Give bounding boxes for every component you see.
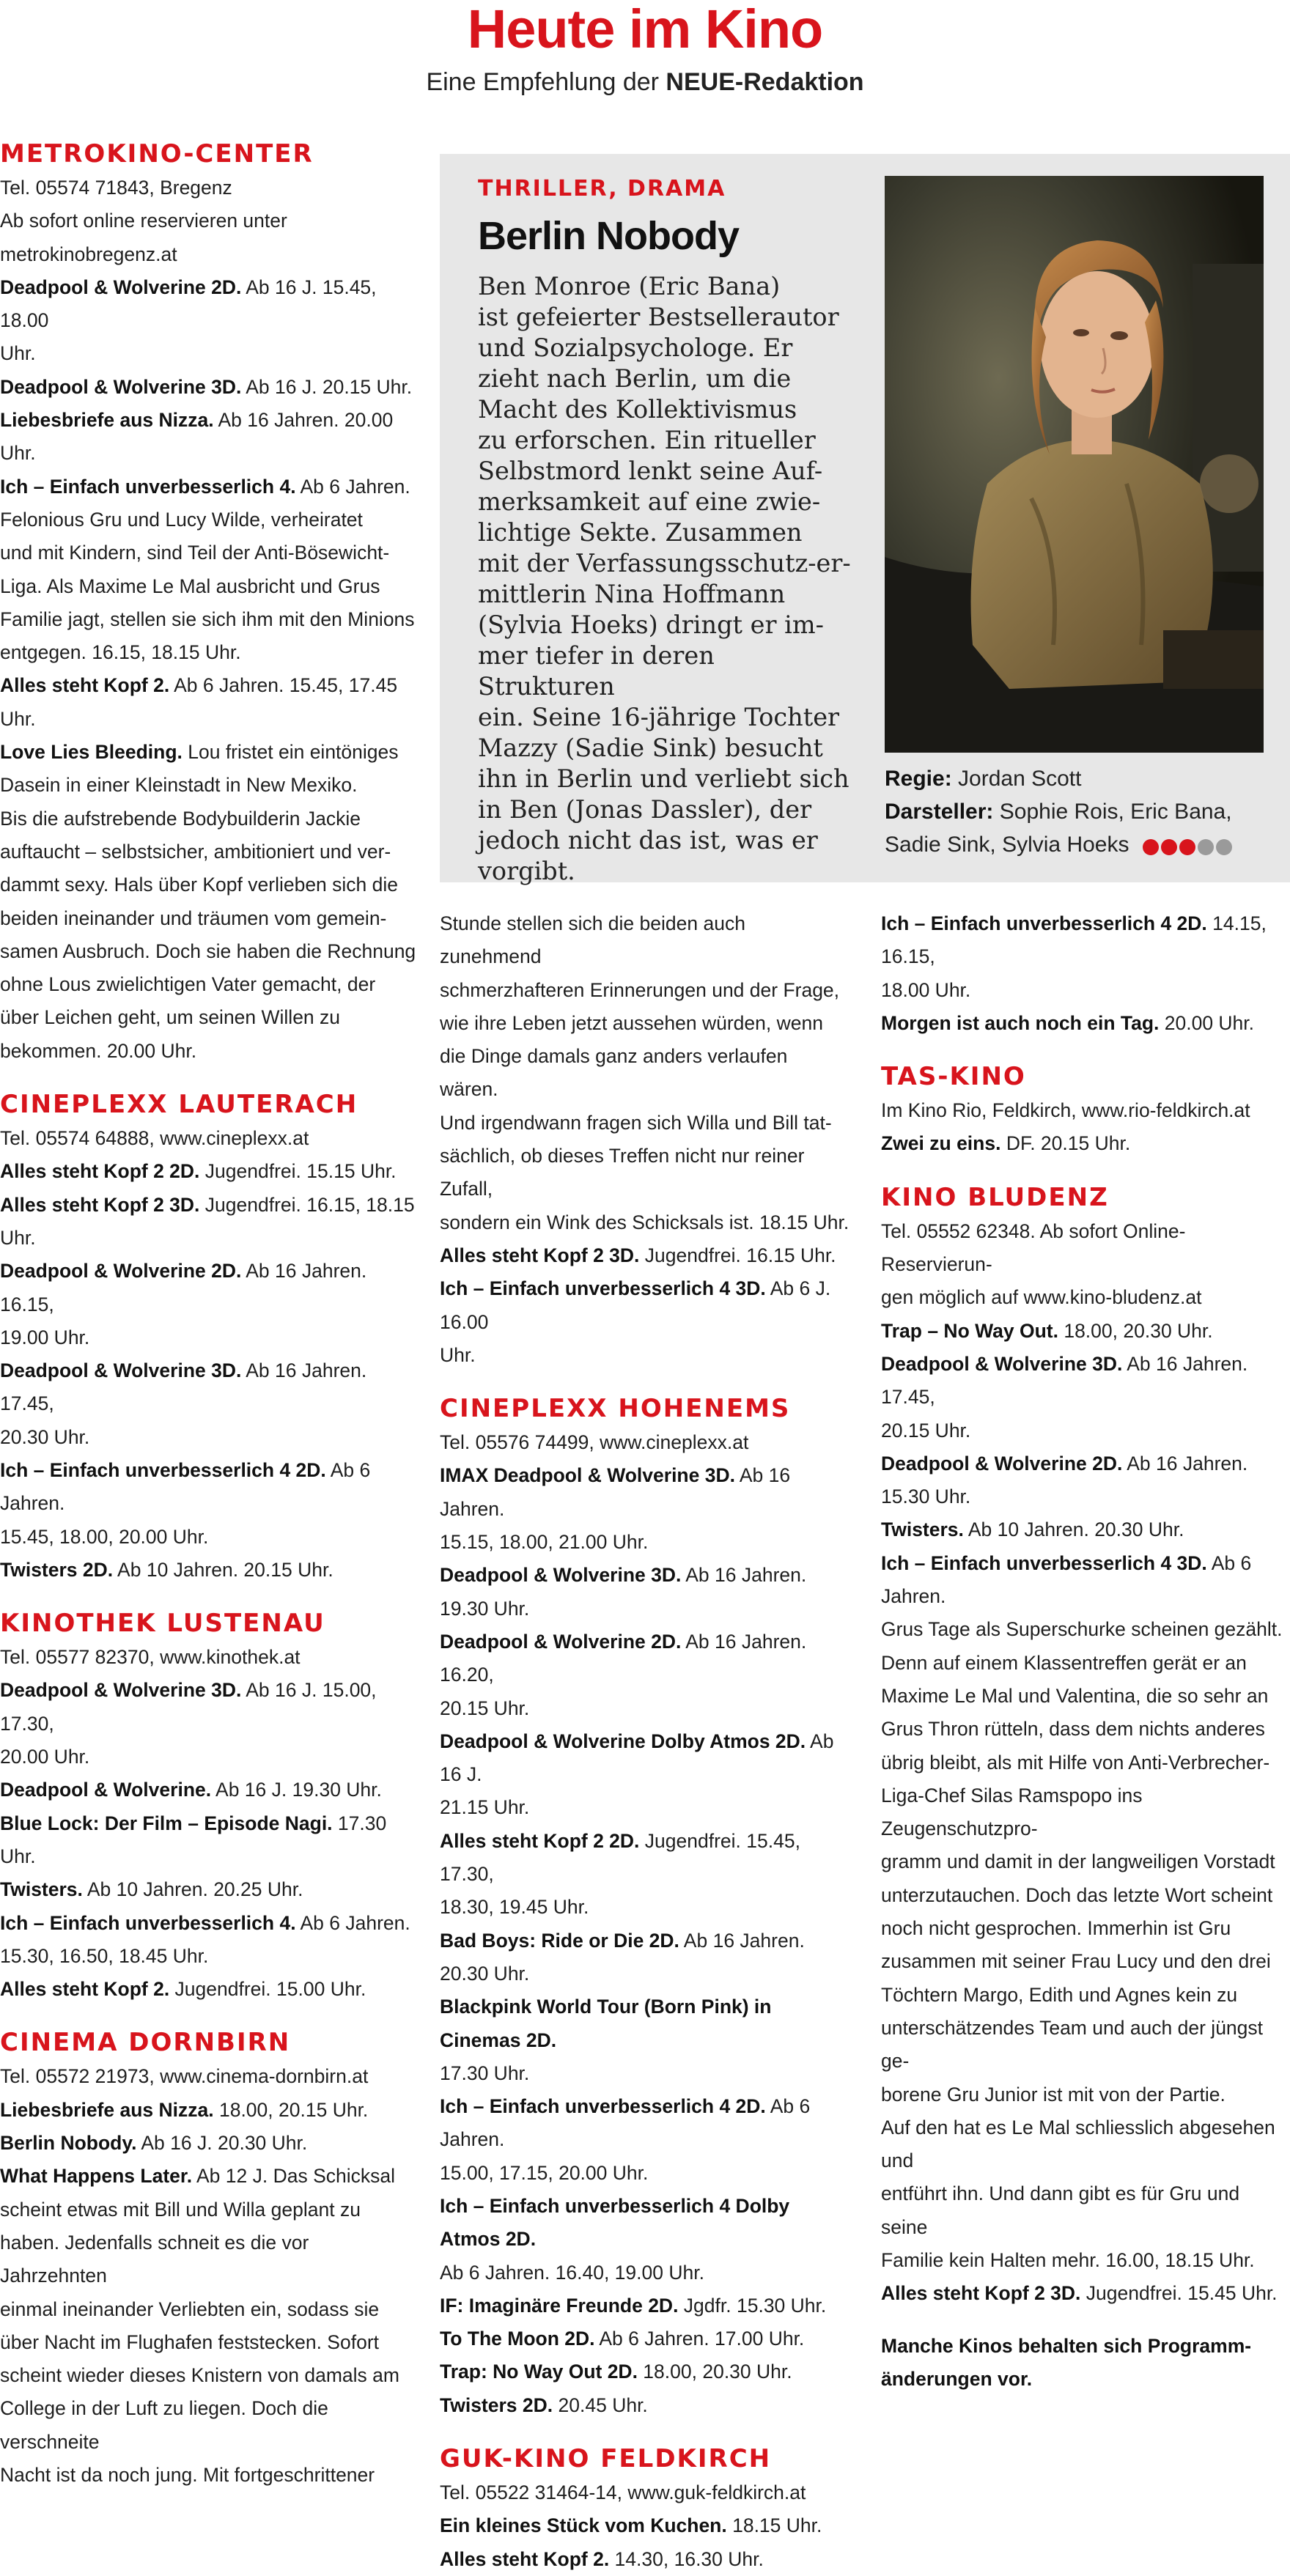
film-listing: Liebesbriefe aus Nizza. Ab 16 Jahren. 20.00 Uhr. [0, 409, 394, 465]
film-listing: Ich – Einfach unverbesserlich 4 2D. 14.15, 16.15, [881, 912, 1267, 968]
cinema-hohenems [440, 1392, 850, 2422]
film-title: Ein kleines Stück vom Kuchen. [440, 2514, 727, 2537]
cinema-name: KINOTHEK LUSTENAU [0, 1609, 325, 1639]
film-listing: Ich – Einfach unverbesserlich 4. Ab 6 Jahren. [0, 1911, 410, 1934]
cinema-name: GUK-KINO FELDKIRCH [440, 2444, 772, 2474]
film-listing: Twisters. Ab 10 Jahren. 20.25 Uhr. [0, 1878, 303, 1901]
rating-dot-filled [1143, 839, 1159, 855]
cinema-name: METROKINO-CENTER [0, 139, 314, 169]
feature-body-line: und Sozialpsychologe. Er [478, 333, 793, 362]
film-listing: Twisters 2D. Ab 10 Jahren. 20.15 Uhr. [0, 1558, 333, 1581]
feature-body [478, 271, 859, 887]
listing-text: Stunde stellen sich die beiden auch zunehmend [440, 912, 745, 968]
film-title: What Happens Later. [0, 2165, 193, 2188]
film-title: Berlin Nobody. [0, 2132, 137, 2155]
listing-text: Uhr. [0, 342, 36, 365]
film-listing: IMAX Deadpool & Wolverine 3D. Ab 16 Jahren. [440, 1464, 791, 1520]
film-listing: Alles steht Kopf 2. 14.30, 16.30 Uhr. [440, 2547, 764, 2570]
cinema-guk-feldkirch [440, 2443, 850, 2576]
film-title: Deadpool & Wolverine 2D. [0, 1260, 242, 1283]
listing-text: Liga-Chef Silas Ramspopo ins Zeugenschutzpro- [881, 1784, 1143, 1840]
film-listing: Twisters. Ab 10 Jahren. 20.30 Uhr. [881, 1518, 1184, 1541]
listing-text: übrig bleibt, als mit Hilfe von Anti-Verbrecher- [881, 1751, 1270, 1774]
film-still-photo [885, 176, 1264, 753]
feature-body-line: zu erforschen. Ein ritueller [478, 426, 816, 454]
listing-text: bekommen. 20.00 Uhr. [0, 1039, 197, 1062]
note-line-2: änderungen vor. [881, 2367, 1033, 2390]
film-listing: Morgen ist auch noch ein Tag. 20.00 Uhr. [881, 1011, 1255, 1034]
listing-text: 15.45, 18.00, 20.00 Uhr. [0, 1525, 209, 1548]
film-listing: IF: Imaginäre Freunde 2D. Jgdfr. 15.30 Uhr. [440, 2294, 827, 2317]
listing-text: sondern ein Wink des Schicksals ist. 18.15 Uhr. [440, 1211, 849, 1233]
film-title: Alles steht Kopf 2 2D. [440, 1829, 640, 1852]
film-listing: Alles steht Kopf 2 3D. Jugendfrei. 16.15 Uhr. [440, 1244, 836, 1266]
film-title: Deadpool & Wolverine 3D. [0, 1359, 242, 1382]
cinema-name: CINEPLEXX LAUTERACH [0, 1090, 358, 1120]
film-listing: Alles steht Kopf 2 2D. Jugendfrei. 15.15 Uhr. [0, 1160, 397, 1183]
listing-text: gramm und damit in der langweiligen Vorstadt [881, 1850, 1275, 1873]
listing-text: metrokinobregenz.at [0, 243, 177, 265]
subtitle-prefix: Eine Empfehlung der [426, 68, 666, 96]
program-note [881, 2330, 1290, 2396]
listing-text: die Dinge damals ganz anders verlaufen wären. [440, 1045, 788, 1101]
feature-body-line: lichtige Sekte. Zusammen [478, 518, 803, 547]
film-listing: Alles steht Kopf 2. Ab 6 Jahren. 15.45, 17.45 Uhr. [0, 674, 398, 730]
film-title: Trap – No Way Out. [881, 1319, 1058, 1342]
film-title: Twisters 2D. [440, 2394, 553, 2416]
listing-text: beiden ineinander und träumen vom gemein- [0, 907, 387, 929]
listing-text: Auf den hat es Le Mal schliesslich abgesehen und [881, 2116, 1275, 2172]
film-listing: Bad Boys: Ride or Die 2D. Ab 16 Jahren. 20.30 Uhr. [440, 1929, 805, 1985]
film-title: Trap: No Way Out 2D. [440, 2361, 638, 2383]
film-listing: Ich – Einfach unverbesserlich 4 3D. Ab 6 J. 16.00 [440, 1277, 831, 1333]
film-title: Deadpool & Wolverine 3D. [0, 375, 242, 398]
cinema-hohenems-continued [881, 907, 1290, 1040]
film-title: Ich – Einfach unverbesserlich 4. [0, 475, 296, 498]
film-title: Alles steht Kopf 2 2D. [0, 1160, 200, 1183]
film-title: Alles steht Kopf 2. [0, 1978, 170, 2001]
feature-body-line: Mazzy (Sadie Sink) besucht [478, 734, 823, 762]
film-listing: Zwei zu eins. DF. 20.15 Uhr. [881, 1132, 1131, 1155]
film-title: Alles steht Kopf 2 3D. [0, 1193, 200, 1216]
listing-text: 20.00 Uhr. [0, 1746, 90, 1768]
film-credits [885, 762, 1280, 863]
film-listing: Liebesbriefe aus Nizza. 18.00, 20.15 Uhr. [0, 2098, 369, 2121]
film-listing [440, 1990, 850, 2057]
feature-body-line: mer tiefer in deren Strukturen [478, 641, 715, 701]
listing-text: Uhr. [440, 1343, 476, 1366]
feature-body-line: Ben Monroe (Eric Bana) [478, 272, 781, 300]
listing-text: unterzutauchen. Doch das letzte Wort scheint [881, 1883, 1273, 1906]
feature-box [440, 154, 1290, 885]
film-listing: What Happens Later. Ab 12 J. Das Schicksal [0, 2165, 396, 2188]
listing-text: Grus Tage als Superschurke scheinen gezählt. [881, 1618, 1283, 1641]
feature-body-line: merksamkeit auf eine zwie- [478, 487, 821, 516]
listing-text: ohne Lous zwielichtigen Vater gemacht, der [0, 973, 376, 996]
feature-body-line: vorgibt. [478, 857, 575, 885]
listing-text: 15.15, 18.00, 21.00 Uhr. [440, 1531, 649, 1554]
film-listing: Alles steht Kopf 2 3D. Jugendfrei. 16.15, 18.15 [0, 1193, 415, 1216]
film-listing [440, 2190, 850, 2256]
listing-text: Tel. 05552 62348. Ab sofort Online-Reservierun- [881, 1219, 1186, 1276]
listing-text: über Leichen geht, um seinen Willen zu [0, 1006, 341, 1029]
feature-title: Berlin Nobody [478, 214, 740, 258]
cinema-name: CINEMA DORNBIRN [0, 2028, 291, 2058]
cinema-lauterach [0, 1088, 418, 1587]
film-title: Alles steht Kopf 2 3D. [440, 1244, 640, 1266]
rating-dot-filled [1161, 839, 1177, 855]
listing-text: Tel. 05522 31464-14, www.guk-feldkirch.at [440, 2481, 806, 2504]
film-title: Deadpool & Wolverine Dolby Atmos 2D. [440, 1730, 806, 1752]
film-listing: Blue Lock: Der Film – Episode Nagi. 17.30 Uhr. [0, 1812, 387, 1867]
film-listing: Alles steht Kopf 2 3D. Jugendfrei. 15.45 Uhr. [881, 2282, 1278, 2305]
film-listing: Ich – Einfach unverbesserlich 4 2D. Ab 6 Jahren. [0, 1458, 371, 1515]
listing-text: Grus Thron rütteln, dass dem nichts anderes [881, 1718, 1265, 1741]
column-right [881, 907, 1290, 2396]
listing-text: 21.15 Uhr. [440, 1796, 530, 1819]
director-line: Regie: Jordan Scott [885, 767, 1082, 791]
listing-text: scheint etwas mit Bill und Willa geplant zu [0, 2198, 361, 2221]
listing-text: 19.00 Uhr. [0, 1326, 90, 1348]
film-title: Ich – Einfach unverbesserlich 4 3D. [881, 1551, 1207, 1574]
film-listing: Deadpool & Wolverine 3D. Ab 16 Jahren. 19.30 Uhr. [440, 1564, 807, 1620]
film-title: Zwei zu eins. [881, 1132, 1001, 1155]
listing-text: borene Gru Junior ist mit von der Partie. [881, 2083, 1226, 2106]
listing-text: entführt ihn. Und dann gibt es für Gru und seine [881, 2182, 1240, 2238]
listing-text: Liga. Als Maxime Le Mal ausbricht und Grus [0, 575, 380, 597]
film-title: Ich – Einfach unverbesserlich 4 2D. [881, 912, 1207, 934]
feature-body-line: Selbstmord lenkt seine Auf- [478, 457, 823, 485]
film-title: Twisters. [881, 1518, 964, 1541]
feature-body-line: zieht nach Berlin, um die [478, 364, 792, 393]
feature-body-line: in Ben (Jonas Dassler), der [478, 795, 812, 824]
film-title: Morgen ist auch noch ein Tag. [881, 1011, 1160, 1034]
film-listing: Deadpool & Wolverine 2D. Ab 16 J. 15.45, 18.00 [0, 276, 377, 332]
listing-text: 15.00, 17.15, 20.00 Uhr. [440, 2161, 649, 2184]
film-listing: Deadpool & Wolverine 2D. Ab 16 Jahren. 15.30 Uhr. [881, 1452, 1248, 1508]
film-listing: Trap – No Way Out. 18.00, 20.30 Uhr. [881, 1319, 1213, 1342]
listing-text: dammt sexy. Hals über Kopf verlieben sich die [0, 874, 399, 896]
listing-text: haben. Jedenfalls schneit es die vor Jahrzehnten [0, 2231, 309, 2287]
listing-text: Bis die aufstrebende Bodybuilderin Jackie [0, 807, 361, 830]
film-title: Ich – Einfach unverbesserlich 4 3D. [440, 1277, 766, 1300]
film-title: Liebesbriefe aus Nizza. [0, 2098, 214, 2121]
cinema-name: KINO BLUDENZ [881, 1182, 1109, 1212]
feature-genre: THRILLER, DRAMA [478, 176, 726, 202]
listing-text: gen möglich auf www.kino-bludenz.at [881, 1286, 1202, 1309]
listing-text: 18.00 Uhr. [881, 978, 971, 1001]
listing-text: Familie jagt, stellen sie sich ihm mit den Minions [0, 608, 415, 630]
film-title: Alles steht Kopf 2. [0, 674, 170, 697]
listing-text: Tel. 05574 64888, www.cineplexx.at [0, 1127, 309, 1150]
cinema-lustenau [0, 1607, 418, 2006]
film-listing: Ich – Einfach unverbesserlich 4 2D. Ab 6 Jahren. [440, 2095, 811, 2151]
film-title: Deadpool & Wolverine 3D. [440, 1564, 682, 1587]
listing-text: 20.15 Uhr. [440, 1697, 530, 1719]
listing-text: 17.30 Uhr. [440, 2062, 530, 2084]
film-listing: Ich – Einfach unverbesserlich 4 3D. Ab 6 Jahren. [881, 1551, 1252, 1608]
feature-body-line: ist gefeierter Bestsellerautor [478, 303, 839, 331]
cinema-tas-kino [881, 1060, 1290, 1161]
film-listing: Berlin Nobody. Ab 16 J. 20.30 Uhr. [0, 2132, 308, 2155]
listing-text: Maxime Le Mal und Valentina, die so sehr an [881, 1684, 1269, 1707]
film-title: Deadpool & Wolverine 2D. [440, 1630, 682, 1653]
column-left [0, 138, 418, 2492]
film-title: Alles steht Kopf 2. [440, 2547, 610, 2570]
film-title: Bad Boys: Ride or Die 2D. [440, 1929, 679, 1952]
film-listing: Deadpool & Wolverine 3D. Ab 16 J. 20.15 Uhr. [0, 375, 413, 398]
film-listing: Deadpool & Wolverine 3D. Ab 16 Jahren. 17.45, [0, 1359, 367, 1415]
film-title: Blue Lock: Der Film – Episode Nagi. [0, 1812, 333, 1834]
listing-text: schmerzhafteren Erinnerungen und der Frage, [440, 978, 840, 1001]
film-listing: Alles steht Kopf 2. Jugendfrei. 15.00 Uhr. [0, 1978, 366, 2001]
cinema-dornbirn-continued [440, 907, 850, 1372]
film-title: Alles steht Kopf 2 3D. [881, 2282, 1081, 2305]
film-listing: Deadpool & Wolverine 2D. Ab 16 Jahren. 16.15, [0, 1260, 367, 1315]
film-title: Deadpool & Wolverine 2D. [0, 276, 242, 298]
photo-illustration [885, 176, 1264, 753]
film-listing: Deadpool & Wolverine. Ab 16 J. 19.30 Uhr. [0, 1779, 382, 1801]
film-listing: Ich – Einfach unverbesserlich 4. Ab 6 Jahren. [0, 475, 410, 498]
film-listing: Twisters 2D. 20.45 Uhr. [440, 2394, 648, 2416]
listing-text: Nacht ist da noch jung. Mit fortgeschrittener [0, 2464, 375, 2486]
cast-line-2: Sadie Sink, Sylvia Hoeks [885, 828, 1280, 863]
listing-text: über Nacht im Flughafen feststecken. Sofort [0, 2330, 380, 2353]
cinema-name: TAS-KINO [881, 1062, 1026, 1092]
subtitle-brand: NEUE-Redaktion [666, 68, 864, 96]
listing-text: Tel. 05572 21973, www.cinema-dornbirn.at [0, 2065, 369, 2088]
feature-body-line: mittlerin Nina Hoffmann [478, 580, 786, 608]
listing-text: unterschätzendes Team und auch der jüngst ge- [881, 2016, 1264, 2073]
film-listing: Deadpool & Wolverine 3D. Ab 16 Jahren. 17.45, [881, 1352, 1248, 1409]
film-title: IMAX Deadpool & Wolverine 3D. [440, 1464, 735, 1487]
film-title: Ich – Einfach unverbesserlich 4 2D. [0, 1458, 326, 1481]
feature-body-line: jedoch nicht das ist, was er [478, 826, 818, 855]
feature-body-line: Macht des Kollektivismus [478, 395, 797, 424]
film-listing: Trap: No Way Out 2D. 18.00, 20.30 Uhr. [440, 2361, 792, 2383]
film-listing: Deadpool & Wolverine 3D. Ab 16 J. 15.00, 17.30, [0, 1679, 377, 1735]
column-middle [440, 907, 850, 2576]
film-listing: Love Lies Bleeding. Lou fristet ein eintöniges [0, 741, 399, 764]
listing-text: Ab 6 Jahren. 16.40, 19.00 Uhr. [440, 2261, 704, 2284]
cinema-bludenz [881, 1181, 1290, 2311]
film-title: Liebesbriefe aus Nizza. [0, 409, 214, 432]
film-title: Deadpool & Wolverine 3D. [881, 1352, 1123, 1375]
listing-text: College in der Luft zu liegen. Doch die verschneite [0, 2397, 328, 2453]
page-title: Heute im Kino [467, 0, 823, 59]
listing-text: 20.15 Uhr. [881, 1419, 971, 1442]
feature-body-line: ihn in Berlin und verliebt sich [478, 764, 849, 793]
listing-text: Denn auf einem Klassentreffen gerät er an [881, 1651, 1247, 1674]
feature-body-line: (Sylvia Hoeks) dringt er im- [478, 610, 824, 639]
film-listing: Ein kleines Stück vom Kuchen. 18.15 Uhr. [440, 2514, 822, 2537]
feature-body-line: ein. Seine 16-jährige Tochter [478, 703, 840, 731]
listing-text: zusammen mit seiner Frau Lucy und den drei [881, 1950, 1271, 1973]
listing-text: samen Ausbruch. Doch sie haben die Rechnung [0, 940, 416, 962]
film-title: Ich – Einfach unverbesserlich 4. [0, 1911, 296, 1934]
film-listing: To The Moon 2D. Ab 6 Jahren. 17.00 Uhr. [440, 2328, 805, 2350]
listing-text: Dasein in einer Kleinstadt in New Mexiko. [0, 774, 358, 797]
listing-text: wie ihre Leben jetzt aussehen würden, wenn [440, 1011, 823, 1034]
listing-text: Uhr. [0, 1226, 36, 1249]
film-title: Twisters. [0, 1878, 83, 1901]
film-title: Deadpool & Wolverine. [0, 1779, 212, 1801]
cast-line-1: Darsteller: Sophie Rois, Eric Bana, [885, 800, 1232, 824]
listing-text: Und irgendwann fragen sich Willa und Bill tat- [440, 1111, 832, 1134]
listing-text: Familie kein Halten mehr. 16.00, 18.15 Uhr. [881, 2248, 1255, 2271]
listing-text: auftaucht – selbstsicher, ambitioniert und ver- [0, 840, 391, 863]
page-subtitle [0, 67, 1290, 97]
listing-text: entgegen. 16.15, 18.15 Uhr. [0, 641, 241, 664]
film-title: Deadpool & Wolverine 2D. [881, 1452, 1123, 1475]
cinema-metrokino [0, 138, 418, 1068]
listing-text: Tel. 05577 82370, www.kinothek.at [0, 1646, 301, 1669]
rating-dot-filled [1179, 839, 1195, 855]
cinema-dornbirn [0, 2026, 418, 2492]
listing-text: Ab sofort online reservieren unter [0, 210, 287, 232]
listing-text: und mit Kindern, sind Teil der Anti-Bösewicht- [0, 542, 390, 564]
film-title: Twisters 2D. [0, 1558, 114, 1581]
listing-text: sächlich, ob dieses Treffen nicht nur reiner Zufall, [440, 1145, 805, 1200]
film-title: Deadpool & Wolverine 3D. [0, 1679, 242, 1702]
listing-text: 18.30, 19.45 Uhr. [440, 1896, 589, 1919]
film-title: Love Lies Bleeding. [0, 741, 183, 764]
film-listing: Alles steht Kopf 2 2D. Jugendfrei. 15.45, 17.30, [440, 1829, 800, 1886]
listing-text: Tel. 05574 71843, Bregenz [0, 177, 232, 199]
listing-text: Felonious Gru und Lucy Wilde, verheiratet [0, 508, 363, 531]
listing-text: einmal ineinander Verliebten ein, sodass sie [0, 2298, 380, 2320]
film-title: IF: Imaginäre Freunde 2D. [440, 2294, 679, 2317]
rating-dot-empty [1216, 839, 1232, 855]
listing-text: 15.30, 16.50, 18.45 Uhr. [0, 1944, 209, 1967]
listing-text: Töchtern Margo, Edith und Agnes kein zu [881, 1983, 1238, 2006]
rating-dots [1143, 830, 1234, 863]
listing-text: 20.30 Uhr. [0, 1425, 90, 1448]
listing-text: scheint wieder dieses Knistern von damals am [0, 2364, 399, 2387]
film-title: Ich – Einfach unverbesserlich 4 Dolby Atmos 2D. [440, 2194, 790, 2251]
listing-text: noch nicht gesprochen. Immerhin ist Gru [881, 1917, 1231, 1940]
film-title: Ich – Einfach unverbesserlich 4 2D. [440, 2095, 766, 2118]
feature-body-line: mit der Verfassungsschutz-er- [478, 549, 851, 577]
film-title: To The Moon 2D. [440, 2328, 595, 2350]
cinema-name: CINEPLEXX HOHENEMS [440, 1394, 791, 1424]
listing-text: Im Kino Rio, Feldkirch, www.rio-feldkirch.at [881, 1099, 1250, 1122]
film-listing: Deadpool & Wolverine Dolby Atmos 2D. Ab 16 J. [440, 1730, 834, 1786]
film-title: Blackpink World Tour (Born Pink) in Cinemas 2D. [440, 1996, 772, 2051]
listing-text: Tel. 05576 74499, www.cineplexx.at [440, 1431, 749, 1454]
note-line-1: Manche Kinos behalten sich Programm- [881, 2334, 1252, 2357]
rating-dot-empty [1198, 839, 1214, 855]
film-listing: Deadpool & Wolverine 2D. Ab 16 Jahren. 16.20, [440, 1630, 807, 1686]
